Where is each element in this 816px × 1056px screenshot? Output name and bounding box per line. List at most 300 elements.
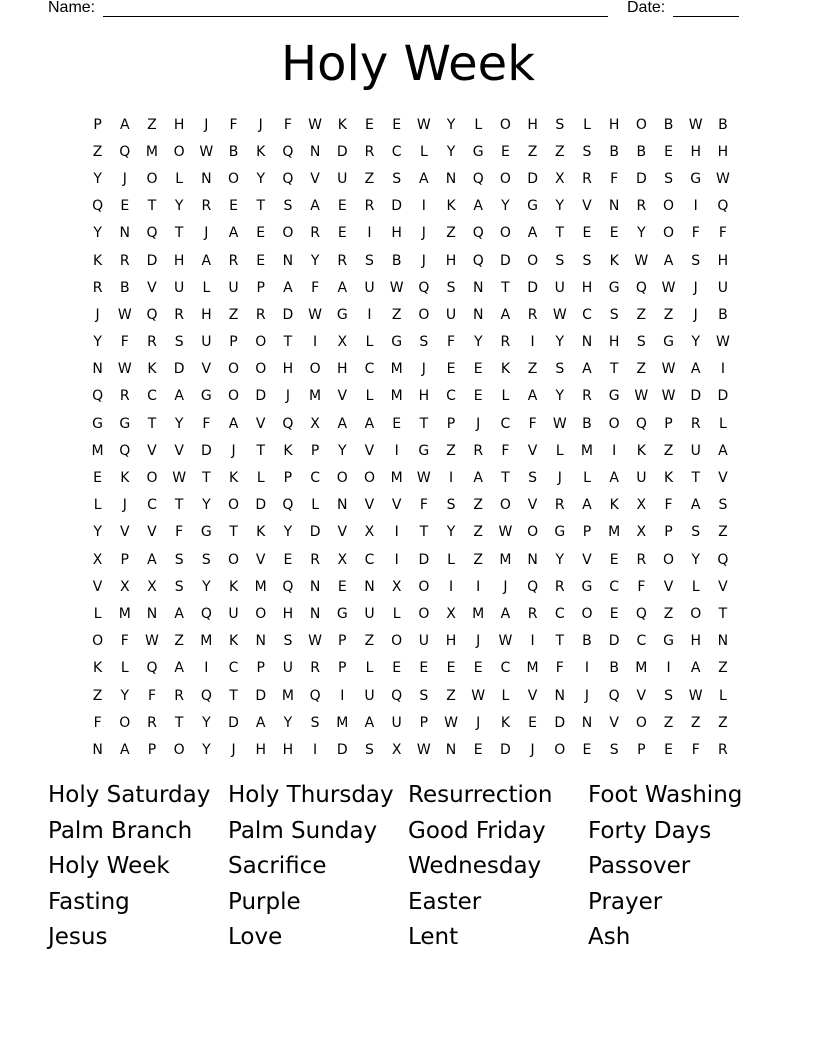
grid-letter: P	[310, 442, 320, 459]
word-list-item: Holy Week	[48, 853, 170, 880]
grid-letter: A	[174, 605, 184, 622]
grid-letter: G	[554, 524, 566, 541]
grid-letter: P	[93, 116, 102, 133]
grid-letter: Q	[146, 225, 158, 242]
grid-letter: T	[147, 198, 157, 215]
grid-letter: Z	[92, 143, 103, 160]
grid-letter: F	[637, 578, 646, 595]
grid-letter: W	[715, 170, 730, 187]
grid-letter: K	[256, 524, 266, 541]
grid-letter: W	[661, 388, 676, 405]
grid-letter: E	[500, 143, 510, 160]
grid-letter: Q	[391, 687, 403, 704]
grid-letter: O	[581, 605, 593, 622]
grid-letter: V	[337, 388, 348, 405]
grid-letter: R	[636, 551, 647, 568]
grid-letter: C	[364, 361, 375, 378]
grid-letter: Q	[146, 660, 158, 677]
grid-letter: M	[635, 660, 648, 677]
grid-letter: H	[282, 361, 294, 378]
grid-letter: T	[147, 415, 157, 432]
grid-letter: A	[663, 252, 674, 269]
grid-letter: H	[608, 116, 620, 133]
grid-letter: T	[609, 361, 619, 378]
grid-letter: Y	[473, 334, 483, 351]
grid-letter: O	[228, 388, 240, 405]
grid-letter: Y	[637, 225, 646, 242]
grid-letter: R	[310, 225, 320, 242]
grid-letter: R	[582, 388, 592, 405]
grid-letter: S	[555, 361, 565, 378]
grid-letter: Q	[635, 415, 647, 432]
grid-letter: Y	[446, 524, 456, 541]
grid-letter: J	[476, 633, 481, 650]
grid-letter: M	[390, 388, 403, 405]
grid-letter: W	[688, 116, 703, 133]
grid-letter: R	[119, 388, 130, 405]
grid-letter: R	[500, 334, 511, 351]
grid-letter: Y	[93, 225, 102, 242]
grid-letter: A	[690, 361, 701, 378]
grid-letter: O	[282, 225, 294, 242]
word-list-item: Prayer	[588, 888, 663, 915]
grid-letter: N	[92, 361, 103, 378]
grid-letter: O	[690, 605, 702, 622]
grid-letter: L	[365, 388, 374, 405]
grid-letter: A	[500, 306, 511, 323]
grid-letter: N	[201, 170, 212, 187]
grid-letter: E	[473, 660, 483, 677]
grid-letter: G	[391, 334, 403, 351]
grid-letter: Q	[146, 306, 158, 323]
grid-letter: W	[117, 306, 132, 323]
grid-letter: Z	[636, 361, 647, 378]
grid-letter: G	[200, 524, 212, 541]
grid-letter: Q	[309, 687, 321, 704]
grid-letter: S	[174, 334, 184, 351]
grid-letter: D	[228, 714, 239, 731]
grid-letter: E	[609, 551, 619, 568]
grid-letter: E	[473, 361, 483, 378]
grid-letter: N	[146, 605, 158, 622]
grid-letter: S	[419, 687, 429, 704]
grid-letter: V	[174, 442, 184, 459]
grid-letter: E	[392, 415, 402, 432]
word-list-item: Palm Sunday	[228, 817, 378, 844]
grid-letter: D	[146, 252, 158, 269]
grid-letter: W	[661, 361, 676, 378]
grid-letter: X	[636, 524, 647, 541]
grid-letter: O	[255, 605, 267, 622]
grid-letter: A	[690, 497, 701, 514]
grid-letter: W	[308, 306, 323, 323]
grid-letter: A	[147, 551, 157, 568]
grid-letter: U	[690, 442, 701, 459]
grid-letter: U	[364, 605, 375, 622]
grid-letter: J	[530, 741, 535, 758]
grid-letter: C	[500, 415, 511, 432]
grid-letter: A	[527, 225, 538, 242]
grid-letter: Y	[338, 442, 347, 459]
grid-letter: P	[582, 524, 592, 541]
grid-letter: T	[555, 633, 565, 650]
grid-letter: L	[311, 497, 319, 514]
grid-letter: Y	[283, 714, 293, 731]
grid-letter: Z	[473, 524, 484, 541]
grid-letter: N	[472, 279, 484, 296]
grid-letter: F	[120, 633, 129, 650]
grid-letter: L	[93, 497, 102, 514]
grid-letter: M	[526, 660, 539, 677]
grid-letter: H	[391, 225, 402, 242]
grid-letter: Y	[501, 198, 510, 215]
grid-letter: G	[472, 143, 484, 160]
grid-letter: I	[720, 361, 725, 378]
grid-letter: I	[584, 660, 590, 677]
grid-letter: C	[500, 660, 511, 677]
grid-letter: Z	[473, 497, 484, 514]
grid-letter: F	[691, 741, 700, 758]
grid-letter: Y	[691, 334, 700, 351]
grid-letter: C	[147, 388, 157, 405]
grid-letter: P	[446, 415, 456, 432]
grid-letter: F	[447, 334, 456, 351]
grid-letter: I	[394, 442, 399, 459]
grid-letter: U	[337, 170, 348, 187]
grid-letter: E	[229, 198, 238, 215]
grid-letter: G	[200, 388, 212, 405]
grid-letter: S	[664, 170, 673, 187]
grid-letter: G	[336, 306, 348, 323]
grid-letter: D	[391, 198, 403, 215]
grid-letter: B	[119, 279, 130, 296]
grid-letter: A	[119, 741, 130, 758]
grid-letter: L	[365, 334, 374, 351]
grid-letter: R	[228, 252, 239, 269]
grid-letter: S	[174, 551, 184, 568]
grid-letter: H	[337, 361, 348, 378]
date-field-line[interactable]	[673, 0, 739, 17]
grid-letter: S	[609, 306, 619, 323]
grid-letter: P	[229, 334, 238, 351]
grid-letter: W	[715, 334, 730, 351]
grid-letter: O	[499, 497, 511, 514]
grid-letter: E	[473, 741, 483, 758]
word-list-item: Holy Thursday	[228, 782, 394, 808]
grid-letter: O	[635, 714, 647, 731]
grid-letter: J	[421, 361, 426, 378]
grid-letter: S	[555, 252, 565, 269]
grid-letter: X	[391, 578, 402, 595]
grid-letter: R	[310, 551, 320, 568]
grid-letter: I	[340, 687, 345, 704]
grid-letter: Y	[446, 116, 456, 133]
grid-letter: L	[474, 116, 483, 133]
grid-letter: R	[364, 143, 375, 160]
grid-letter: I	[394, 524, 399, 541]
grid-letter: M	[580, 442, 594, 459]
grid-letter: Y	[310, 252, 320, 269]
grid-letter: S	[283, 633, 293, 650]
grid-letter: Z	[663, 306, 674, 323]
grid-letter: W	[661, 279, 676, 296]
grid-letter: S	[691, 252, 701, 269]
grid-letter: C	[609, 578, 620, 595]
grid-letter: O	[228, 361, 240, 378]
grid-letter: G	[663, 334, 674, 351]
grid-letter: H	[527, 116, 538, 133]
grid-letter: F	[202, 415, 211, 432]
grid-letter: A	[255, 714, 266, 731]
grid-letter: Y	[283, 524, 293, 541]
grid-letter: P	[637, 741, 646, 758]
grid-letter: R	[174, 687, 185, 704]
grid-letter: J	[476, 714, 481, 731]
grid-letter: U	[201, 334, 212, 351]
grid-letter: C	[446, 388, 456, 405]
grid-letter: K	[609, 497, 619, 514]
grid-letter: E	[337, 578, 347, 595]
word-list-item: Forty Days	[588, 817, 712, 844]
grid-letter: L	[120, 660, 129, 677]
grid-letter: Y	[446, 143, 456, 160]
grid-letter: I	[666, 660, 671, 677]
grid-letter: T	[202, 470, 211, 487]
grid-letter: W	[471, 687, 486, 704]
grid-letter: V	[663, 578, 674, 595]
grid-letter: O	[527, 524, 539, 541]
grid-letter: J	[557, 470, 562, 487]
grid-letter: E	[419, 660, 429, 677]
grid-letter: L	[365, 660, 374, 677]
grid-letter: Z	[663, 442, 674, 459]
grid-letter: F	[610, 170, 619, 187]
word-list-item: Holy Saturday	[48, 782, 211, 808]
grid-letter: S	[446, 279, 456, 296]
grid-letter: Z	[446, 687, 456, 704]
grid-letter: H	[445, 252, 457, 269]
word-list-item: Passover	[588, 853, 691, 880]
grid-letter: K	[93, 660, 103, 677]
word-list-item: Good Friday	[408, 817, 546, 844]
grid-letter: N	[282, 252, 294, 269]
grid-letter: A	[473, 470, 483, 487]
grid-letter: W	[498, 524, 513, 541]
grid-letter: J	[421, 225, 426, 242]
grid-letter: K	[663, 470, 674, 487]
grid-letter: D	[717, 388, 729, 405]
grid-letter: D	[527, 279, 538, 296]
grid-letter: M	[118, 605, 131, 622]
grid-letter: E	[392, 116, 402, 133]
grid-letter: O	[418, 578, 430, 595]
grid-letter: A	[364, 415, 375, 432]
grid-letter: W	[416, 741, 431, 758]
grid-letter: Z	[228, 306, 239, 323]
grid-letter: P	[664, 415, 673, 432]
grid-letter: E	[528, 714, 538, 731]
grid-letter: K	[446, 198, 456, 215]
grid-letter: Z	[663, 714, 674, 731]
grid-letter: Y	[555, 334, 565, 351]
grid-letter: A	[283, 279, 293, 296]
grid-letter: W	[498, 633, 513, 650]
grid-letter: E	[256, 225, 266, 242]
grid-letter: P	[147, 741, 157, 758]
grid-letter: H	[418, 388, 430, 405]
grid-letter: J	[584, 687, 590, 704]
grid-letter: F	[419, 497, 428, 514]
grid-letter: R	[636, 198, 647, 215]
grid-letter: R	[364, 198, 375, 215]
grid-letter: A	[527, 388, 538, 405]
grid-letter: W	[634, 388, 649, 405]
grid-letter: O	[228, 170, 240, 187]
grid-letter: X	[364, 524, 375, 541]
word-list	[48, 777, 768, 955]
grid-letter: V	[255, 415, 266, 432]
grid-letter: N	[527, 551, 538, 568]
grid-letter: H	[717, 143, 729, 160]
grid-letter: U	[554, 279, 565, 296]
grid-letter: I	[394, 551, 399, 568]
grid-letter: I	[448, 470, 454, 487]
grid-letter: A	[500, 605, 511, 622]
grid-letter: P	[338, 660, 347, 677]
grid-letter: M	[281, 687, 294, 704]
name-field-line[interactable]	[103, 0, 608, 17]
grid-letter: S	[582, 143, 592, 160]
grid-letter: F	[283, 116, 292, 133]
grid-letter: D	[200, 442, 212, 459]
grid-letter: N	[581, 714, 593, 731]
grid-letter: L	[583, 116, 591, 133]
grid-letter: F	[664, 497, 673, 514]
grid-letter: W	[145, 633, 159, 650]
grid-letter: Z	[446, 225, 456, 242]
grid-letter: I	[421, 198, 426, 215]
grid-letter: R	[554, 578, 565, 595]
grid-letter: L	[93, 605, 102, 622]
grid-letter: D	[336, 741, 348, 758]
grid-letter: K	[93, 252, 103, 269]
grid-letter: A	[364, 714, 375, 731]
grid-letter: C	[147, 497, 157, 514]
grid-letter: S	[446, 497, 456, 514]
grid-letter: A	[582, 361, 592, 378]
grid-letter: T	[419, 415, 429, 432]
grid-letter: B	[663, 116, 674, 133]
grid-letter: Z	[718, 714, 728, 731]
grid-letter: I	[530, 334, 535, 351]
grid-letter: H	[581, 279, 593, 296]
grid-letter: Y	[174, 198, 184, 215]
grid-letter: A	[228, 415, 239, 432]
grid-letter: I	[448, 578, 454, 595]
grid-letter: N	[581, 334, 593, 351]
grid-letter: T	[419, 524, 429, 541]
grid-letter: O	[173, 741, 185, 758]
grid-letter: E	[582, 741, 592, 758]
word-list-item: Palm Branch	[48, 817, 193, 844]
grid-letter: T	[691, 470, 700, 487]
grid-letter: O	[663, 551, 675, 568]
grid-letter: J	[693, 306, 698, 323]
grid-letter: N	[554, 687, 566, 704]
grid-letter: K	[609, 252, 619, 269]
grid-letter: V	[364, 497, 375, 514]
grid-letter: I	[367, 225, 372, 242]
grid-letter: S	[582, 252, 592, 269]
grid-letter: N	[309, 605, 321, 622]
grid-letter: G	[608, 388, 620, 405]
grid-letter: R	[337, 252, 348, 269]
grid-letter: D	[309, 524, 321, 541]
grid-letter: Z	[554, 143, 565, 160]
grid-letter: O	[146, 170, 158, 187]
grid-letter: Y	[202, 714, 211, 731]
grid-letter: K	[500, 361, 510, 378]
grid-letter: T	[256, 198, 265, 215]
grid-letter: Y	[202, 741, 211, 758]
grid-letter: K	[337, 116, 347, 133]
word-list-item: Resurrection	[408, 782, 553, 808]
grid-letter: M	[499, 551, 512, 568]
grid-letter: T	[174, 225, 184, 242]
grid-letter: F	[555, 660, 564, 677]
grid-letter: S	[636, 334, 646, 351]
name-label: Name:	[48, 0, 96, 16]
grid-letter: O	[608, 415, 620, 432]
grid-letter: X	[337, 334, 348, 351]
grid-letter: K	[147, 361, 157, 378]
grid-letter: B	[582, 415, 592, 432]
grid-letter: Z	[364, 170, 375, 187]
grid-letter: T	[718, 605, 728, 622]
grid-letter: F	[311, 279, 320, 296]
grid-letter: M	[309, 388, 322, 405]
grid-letter: H	[201, 306, 212, 323]
grid-letter: E	[664, 143, 673, 160]
grid-letter: V	[147, 524, 157, 541]
grid-letter: R	[92, 279, 103, 296]
grid-letter: O	[418, 605, 430, 622]
grid-letter: O	[363, 470, 375, 487]
grid-letter: W	[416, 470, 431, 487]
grid-letter: Q	[635, 279, 647, 296]
grid-letter: Z	[473, 551, 484, 568]
grid-letter: E	[582, 225, 592, 242]
grid-letter: N	[472, 306, 484, 323]
grid-letter: B	[391, 252, 402, 269]
grid-letter: Z	[690, 714, 701, 731]
grid-letter: J	[285, 388, 290, 405]
grid-letter: Q	[472, 252, 484, 269]
grid-letter: U	[636, 470, 647, 487]
grid-letter: D	[554, 714, 566, 731]
grid-letter: I	[313, 741, 318, 758]
grid-letter: V	[119, 524, 130, 541]
grid-letter: X	[310, 415, 320, 432]
grid-letter: F	[93, 714, 102, 731]
grid-letter: Q	[200, 605, 212, 622]
grid-letter: R	[718, 741, 728, 758]
grid-letter: V	[636, 687, 647, 704]
grid-letter: V	[364, 442, 375, 459]
grid-letter: W	[416, 116, 431, 133]
grid-letter: N	[309, 143, 321, 160]
grid-letter: V	[310, 170, 320, 187]
